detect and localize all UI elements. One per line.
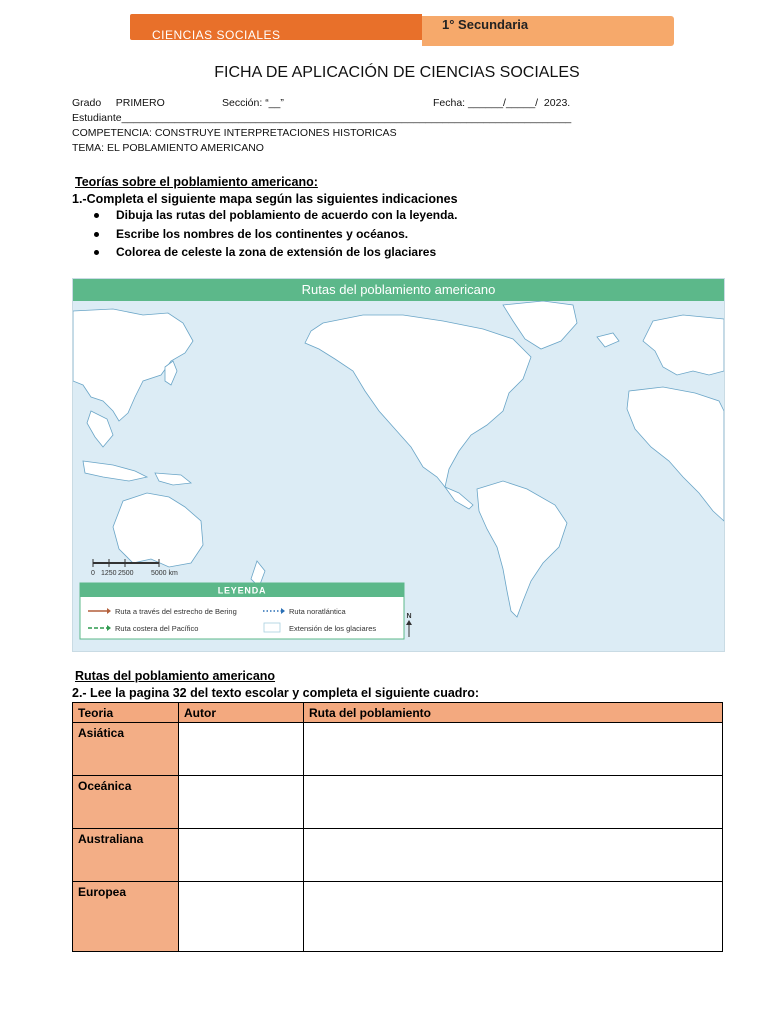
- world-map: [72, 278, 725, 652]
- row-label-oceanica: Oceánica: [73, 776, 179, 829]
- header-band: [130, 14, 674, 46]
- legend-bering: Ruta a través del estrecho de Bering: [115, 607, 237, 616]
- instruction-item: Escribe los nombres de los continentes y océanos.: [94, 227, 457, 246]
- map-title: Rutas del poblamiento americano: [301, 282, 496, 297]
- section1-title: Teorías sobre el poblamiento americano:: [75, 175, 318, 189]
- scale-label-0: 0: [91, 570, 95, 577]
- table-row: [73, 882, 723, 952]
- legend-pacifico: Ruta costera del Pacífico: [115, 624, 199, 633]
- section2-title: Rutas del poblamiento americano: [75, 669, 276, 683]
- scale-label-5000: 5000 km: [151, 570, 178, 577]
- instruction-item: Dibuja las rutas del poblamiento de acuerdo con la leyenda.: [94, 208, 457, 227]
- header-teoria: Teoria: [73, 703, 179, 723]
- header-autor: Autor: [179, 703, 304, 723]
- seccion-field: Sección: “__”: [222, 97, 284, 109]
- legend-noratlantica: Ruta noratlántica: [289, 607, 346, 616]
- map-canvas: [73, 301, 724, 651]
- header-grade: 1° Secundaria: [442, 17, 529, 32]
- autor-cell[interactable]: [179, 882, 304, 952]
- tema-line: TEMA: EL POBLAMIENTO AMERICANO: [72, 142, 264, 154]
- theories-table: [72, 702, 723, 952]
- autor-cell[interactable]: [179, 723, 304, 776]
- table-row: [73, 723, 723, 776]
- header-subject: CIENCIAS SOCIALES: [152, 28, 281, 42]
- competencia-line: COMPETENCIA: CONSTRUYE INTERPRETACIONES HISTORICAS: [72, 127, 397, 139]
- ruta-cell[interactable]: [304, 776, 723, 829]
- north-label: N: [406, 613, 412, 620]
- section2-instruction: 2.- Lee la pagina 32 del texto escolar y completa el siguiente cuadro:: [72, 686, 480, 700]
- header-ruta: Ruta del poblamiento: [304, 703, 723, 723]
- instruction-item: Colorea de celeste la zona de extensión de los glaciares: [94, 245, 457, 264]
- row-label-australiana: Australiana: [73, 829, 179, 882]
- estudiante-field: Estudiante_____________________________________________________________________________: [72, 112, 572, 124]
- autor-cell[interactable]: [179, 776, 304, 829]
- ruta-cell[interactable]: [304, 829, 723, 882]
- ruta-cell[interactable]: [304, 882, 723, 952]
- grado-field: Grado PRIMERO: [72, 97, 165, 109]
- fecha-field: Fecha: ______/_____/ 2023.: [433, 97, 571, 109]
- legend-title: LEYENDA: [217, 585, 267, 596]
- section1-instruction: 1.-Completa el siguiente mapa según las siguientes indicaciones: [72, 192, 458, 206]
- row-label-europea: Europea: [73, 882, 179, 952]
- instruction-list: [94, 208, 457, 264]
- table-header-row: [73, 703, 723, 723]
- scale-label-2500: 2500: [118, 570, 134, 577]
- map-legend: [80, 583, 404, 639]
- ruta-cell[interactable]: [304, 723, 723, 776]
- table-row: [73, 776, 723, 829]
- scale-label-1250: 1250: [101, 570, 117, 577]
- autor-cell[interactable]: [179, 829, 304, 882]
- table-row: [73, 829, 723, 882]
- page-title: FICHA DE APLICACIÓN DE CIENCIAS SOCIALES: [214, 64, 580, 81]
- legend-glaciares: Extensión de los glaciares: [289, 624, 377, 633]
- row-label-asiatica: Asiática: [73, 723, 179, 776]
